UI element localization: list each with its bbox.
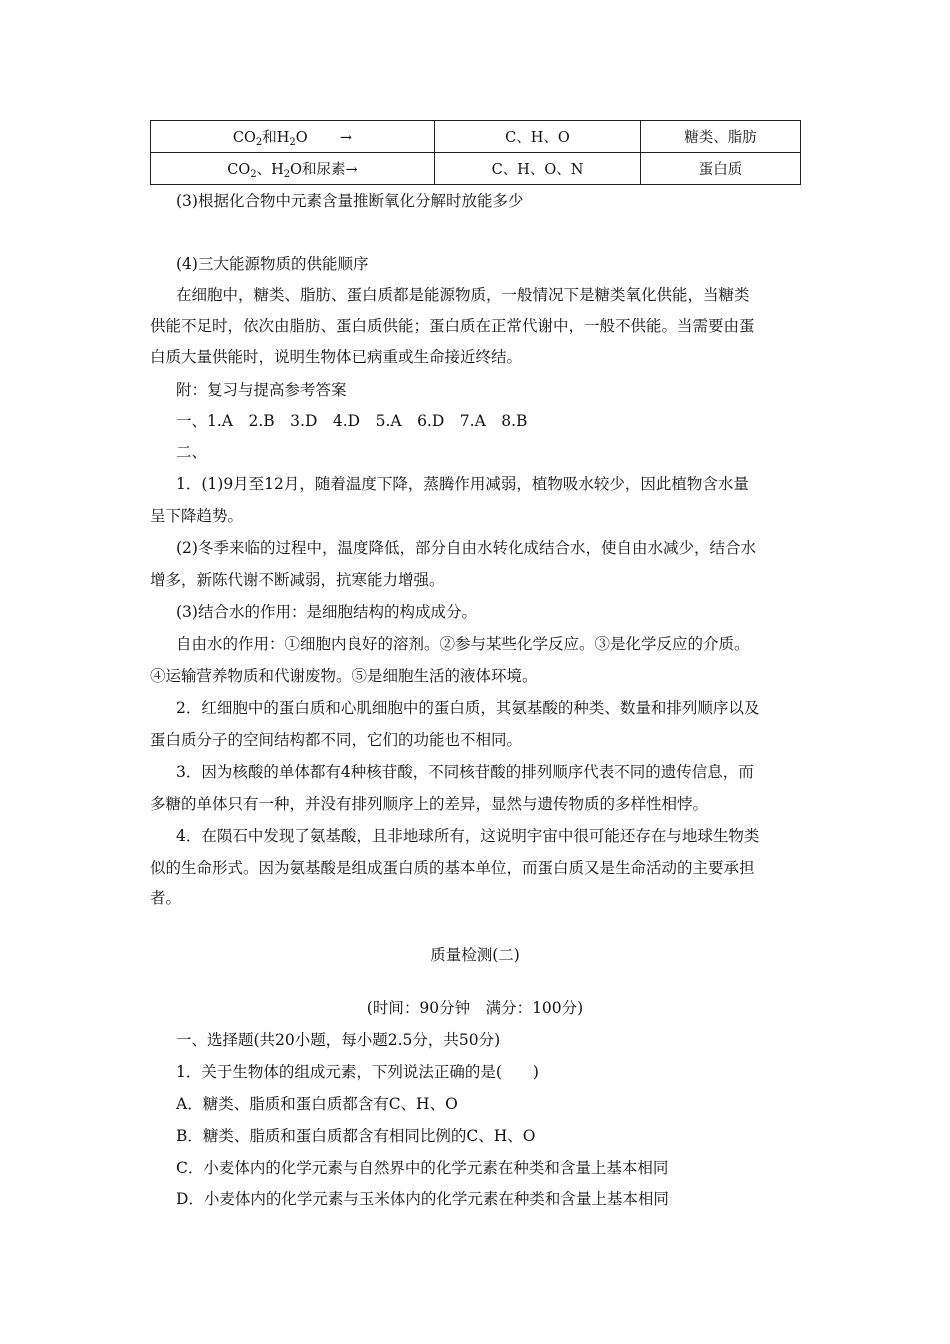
question-stem: 1．关于生物体的组成元素，下列说法正确的是( ) [176,1063,539,1081]
products-cell: $CO_2$、$H_2O$和尿素→ [151,153,435,185]
section-heading-4: (4)三大能源物质的供能顺序 [176,255,369,273]
paragraph-line: 2．红细胞中的蛋白质和心肌细胞中的蛋白质，其氨基酸的种类、数量和排列顺序以及 [176,699,760,717]
substance-cell: 糖类、脂肪 [641,121,801,153]
table-row [151,153,801,185]
appendix-heading: 附：复习与提高参考答案 [176,381,347,399]
paragraph-line: ④运输营养物质和代谢废物。⑤是细胞生活的液体环境。 [150,667,538,685]
paragraph-line: 呈下降趋势。 [150,507,244,525]
table-row [151,121,801,153]
option-d: D．小麦体内的化学元素与玉米体内的化学元素在种类和含量上基本相同 [176,1190,669,1208]
exam-title: 质量检测(二) [430,946,520,964]
paragraph-line: 者。 [150,889,182,907]
paragraph-line: 增多，新陈代谢不断减弱，抗寒能力增强。 [150,571,445,589]
exam-meta: (时间：90分钟 满分：100分) [366,999,584,1017]
paragraph-line: (3)结合水的作用：是细胞结构的构成成分。 [176,603,477,621]
option-a: A．糖类、脂质和蛋白质都含有C、H、O [176,1095,458,1113]
substance-cell: 蛋白质 [641,153,801,185]
answer-line: 二、 [176,443,208,461]
oxidation-products-table [150,120,801,185]
option-c: C．小麦体内的化学元素与自然界中的化学元素在种类和含量上基本相同 [176,1159,669,1177]
section-heading: 一、选择题(共20小题，每小题2.5分，共50分) [176,1031,501,1049]
answer-line: 一、1.A 2.B 3.D 4.D 5.A 6.D 7.A 8.B [176,412,528,430]
paragraph-line: 蛋白质分子的空间结构都不同，它们的功能也不相同。 [150,731,523,749]
section-heading-3: (3)根据化合物中元素含量推断氧化分解时放能多少 [176,192,524,210]
paragraph-line: (2)冬季来临的过程中，温度降低，部分自由水转化成结合水，使自由水减少，结合水 [176,539,756,557]
paragraph-line: 1．(1)9月至12月，随着温度下降，蒸腾作用减弱，植物吸水较少，因此植物含水量 [176,475,749,493]
paragraph-line: 似的生命形式。因为氨基酸是组成蛋白质的基本单位，而蛋白质又是生命活动的主要承担 [150,859,755,877]
paragraph-line: 白质大量供能时，说明生物体已病重或生命接近终结。 [150,348,523,366]
paragraph-line: 供能不足时，依次由脂肪、蛋白质供能；蛋白质在正常代谢中，一般不供能。当需要由蛋 [150,317,755,335]
paragraph-line: 3．因为核酸的单体都有4种核苷酸，不同核苷酸的排列顺序代表不同的遗传信息，而 [176,763,754,781]
elements-cell: C、H、O [435,121,641,153]
paragraph-line: 在细胞中，糖类、脂肪、蛋白质都是能源物质，一般情况下是糖类氧化供能，当糖类 [176,286,750,304]
products-cell: $CO_2$和$H_2O$ → [151,121,435,153]
option-b: B．糖类、脂质和蛋白质都含有相同比例的C、H、O [176,1127,536,1145]
paragraph-line: 自由水的作用：①细胞内良好的溶剂。②参与某些化学反应。③是化学反应的介质。 [176,635,750,653]
paragraph-line: 多糖的单体只有一种，并没有排列顺序上的差异，显然与遗传物质的多样性相悖。 [150,795,709,813]
elements-cell: C、H、O、N [435,153,641,185]
paragraph-line: 4．在陨石中发现了氨基酸，且非地球所有，这说明宇宙中很可能还存在与地球生物类 [176,827,760,845]
